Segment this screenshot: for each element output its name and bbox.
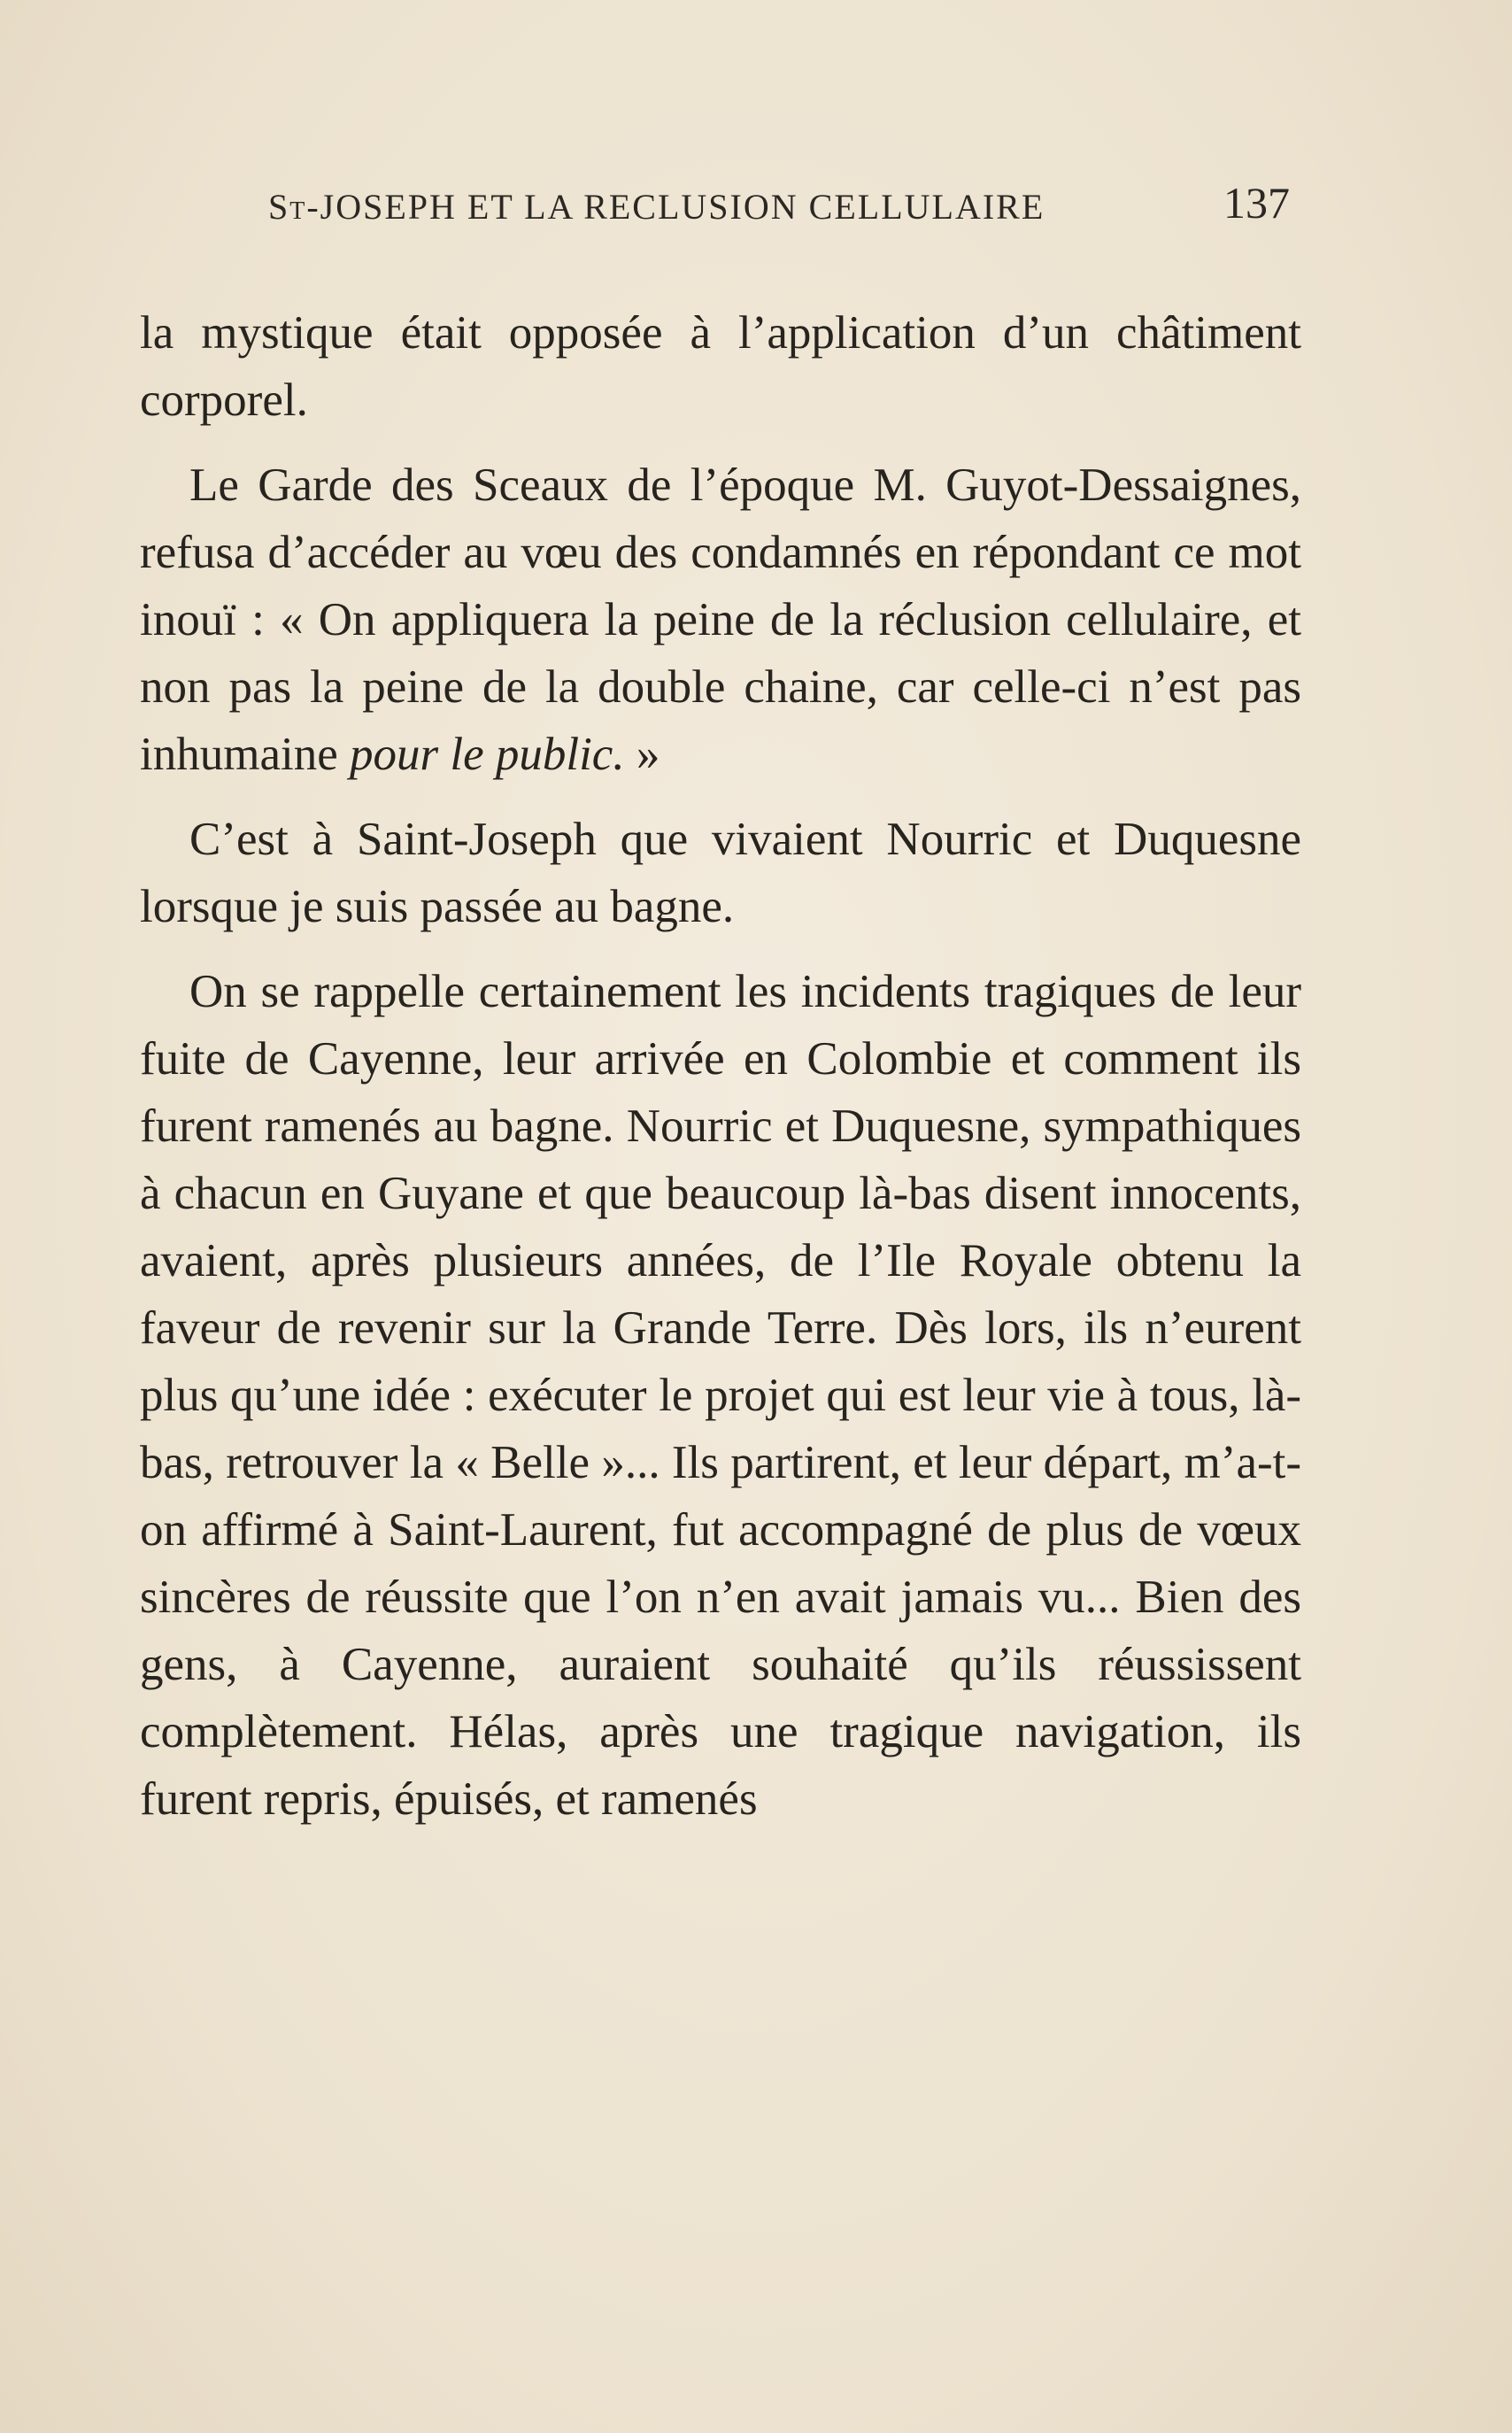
paragraph-2-closing-quote: » (624, 729, 660, 780)
paragraph-2-italic: pour le public. (349, 729, 625, 780)
paragraph-2-text: Le Garde des Sceaux de l’époque M. Guyot-Dessaignes, refusa d’accéder au vœu des condamnés en répondant ce mot inouï : « On appliquera la peine de la réclusion cellulaire, et non pas la peine de la double chaine, car celle-ci n’est pas inhumaine (140, 460, 1301, 780)
paragraph-1: la mystique était opposée à l’application d’un châtiment corporel. (140, 307, 1301, 426)
page-header (268, 177, 1295, 239)
paragraph-4: On se rappelle certainement les incidents tragiques de leur fuite de Cayenne, leur arrivée en Colombie et comment ils furent ramenés au bagne. Nourric et Duquesne, sympathiques à chacun en Guyane et que beaucoup là-bas disent innocents, avaient, après plusieurs années, de l’Ile Royale obtenu la faveur de revenir sur la Grande Terre. Dès lors, ils n’eurent plus qu’une idée : exécuter le projet qui est leur vie à tous, là-bas, retrouver la « Belle »... Ils partirent, et leur départ, m’a-t-on affirmé à Saint-Laurent, fut accompagné de plus de vœux sincères de réussite que l’on n’en avait jamais vu... Bien des gens, à Cayenne, auraient souhaité qu’ils réussissent complètement. Hélas, après une tragique navigation, ils furent repris, épuisés, et ramenés (140, 966, 1301, 1825)
body-text (140, 299, 1301, 1833)
page-number: 137 (1223, 178, 1290, 228)
paragraph-3: C’est à Saint-Joseph que vivaient Nourric et Duquesne lorsque je suis passée au bagne. (140, 814, 1301, 932)
paragraph-2 (140, 452, 1301, 788)
running-head: St-JOSEPH ET LA RECLUSION CELLULAIRE (268, 187, 1045, 227)
